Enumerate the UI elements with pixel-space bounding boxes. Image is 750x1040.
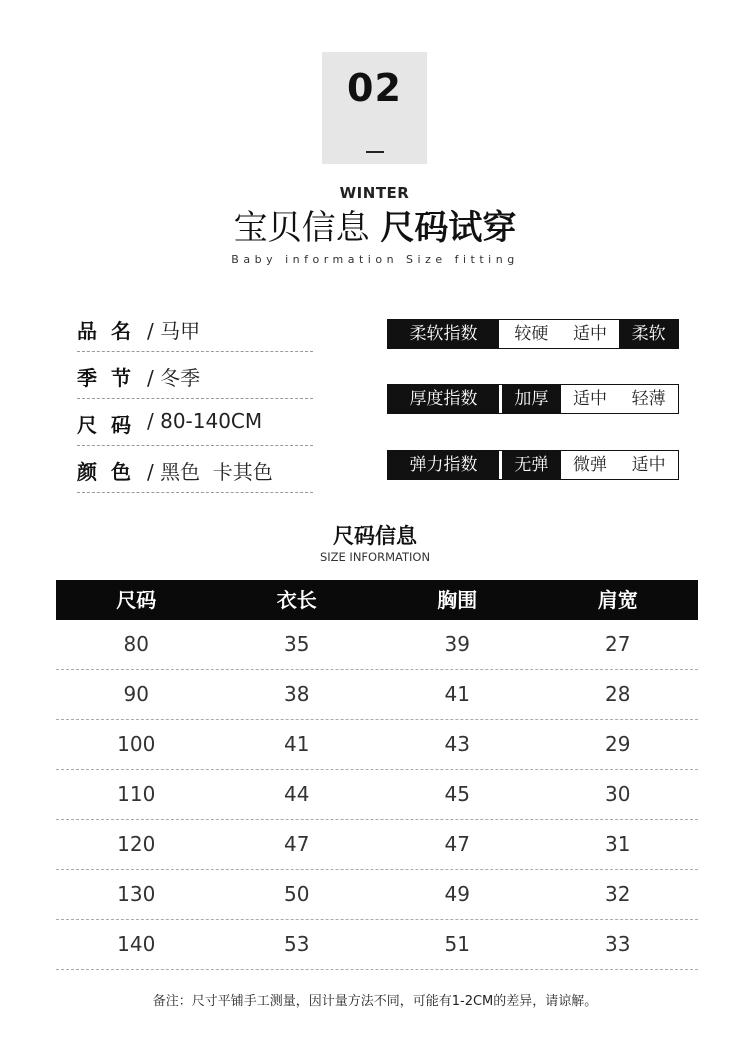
column-header: 肩宽	[597, 588, 638, 612]
table-cell: 49	[444, 882, 470, 906]
section-badge	[322, 52, 427, 202]
index-bar	[387, 319, 679, 349]
table-row	[56, 920, 698, 970]
table-cell: 50	[284, 882, 310, 906]
column-header: 衣长	[276, 588, 317, 612]
size-info-title: 尺码信息	[333, 524, 417, 548]
table-cell: 45	[444, 782, 470, 806]
table-cell: 44	[284, 782, 310, 806]
measurement-note: 备注：尺寸平铺手工测量，因计量方法不同，可能有1-2CM的差异，请谅解。	[152, 994, 598, 1009]
info-value: / 80-140CM	[147, 409, 263, 433]
index-label: 弹力指数	[388, 451, 499, 479]
info-row	[77, 352, 313, 399]
table-cell: 30	[605, 782, 631, 806]
index-option: 轻薄	[631, 389, 666, 409]
table-cell: 47	[284, 832, 310, 856]
info-value: / 黑色 卡其色	[147, 460, 273, 484]
info-row	[77, 446, 313, 493]
info-key: 颜色	[77, 460, 145, 484]
size-table	[56, 580, 698, 970]
column-header: 尺码	[116, 588, 157, 612]
table-row	[56, 770, 698, 820]
index-option: 加厚	[502, 385, 561, 413]
info-row	[77, 399, 313, 446]
index-bar	[387, 384, 679, 414]
table-cell: 41	[284, 732, 310, 756]
table-cell: 80	[123, 632, 149, 656]
season-label: WINTER	[339, 184, 410, 202]
table-cell: 28	[605, 682, 631, 706]
index-option: 无弹	[502, 451, 561, 479]
index-option: 适中	[573, 324, 607, 344]
table-row	[56, 820, 698, 870]
size-table-body	[56, 620, 698, 970]
index-label: 柔软指数	[388, 320, 499, 348]
table-cell: 140	[117, 932, 156, 956]
table-cell: 51	[444, 932, 470, 956]
table-cell: 43	[444, 732, 470, 756]
table-row	[56, 720, 698, 770]
index-label: 厚度指数	[388, 385, 499, 413]
table-cell: 39	[444, 632, 470, 656]
index-option: 微弹	[573, 455, 607, 475]
table-cell: 53	[284, 932, 310, 956]
info-row	[77, 305, 313, 352]
index-option: 适中	[631, 455, 666, 475]
index-option: 较硬	[514, 324, 549, 344]
size-table-header	[56, 580, 698, 620]
table-cell: 100	[117, 732, 156, 756]
table-cell: 35	[284, 632, 310, 656]
title-bold: 尺码试穿	[380, 208, 517, 248]
column-header: 胸围	[437, 588, 478, 612]
badge-divider	[366, 151, 384, 153]
section-number: 02	[347, 66, 402, 110]
table-row	[56, 870, 698, 920]
page-subtitle: Baby information Size fitting	[231, 253, 519, 266]
table-cell: 120	[117, 832, 156, 856]
info-value: / 马甲	[147, 319, 201, 343]
info-key: 季节	[77, 366, 145, 390]
table-cell: 33	[605, 932, 631, 956]
index-option: 适中	[573, 389, 607, 409]
info-key: 尺码	[77, 413, 145, 437]
table-cell: 31	[605, 832, 631, 856]
index-option: 柔软	[619, 320, 678, 348]
table-cell: 110	[117, 782, 156, 806]
table-cell: 47	[444, 832, 470, 856]
table-cell: 41	[444, 682, 470, 706]
table-cell: 29	[605, 732, 631, 756]
page-title	[0, 200, 750, 249]
table-row	[56, 620, 698, 670]
info-value: / 冬季	[147, 366, 201, 390]
table-row	[56, 670, 698, 720]
info-key: 品名	[77, 319, 145, 343]
table-cell: 27	[605, 632, 631, 656]
table-cell: 38	[284, 682, 310, 706]
table-cell: 90	[123, 682, 149, 706]
index-bar	[387, 450, 679, 480]
table-cell: 32	[605, 882, 631, 906]
size-info-subtitle: SIZE INFORMATION	[319, 550, 431, 564]
title-light: 宝贝信息	[233, 208, 381, 248]
table-cell: 130	[117, 882, 156, 906]
